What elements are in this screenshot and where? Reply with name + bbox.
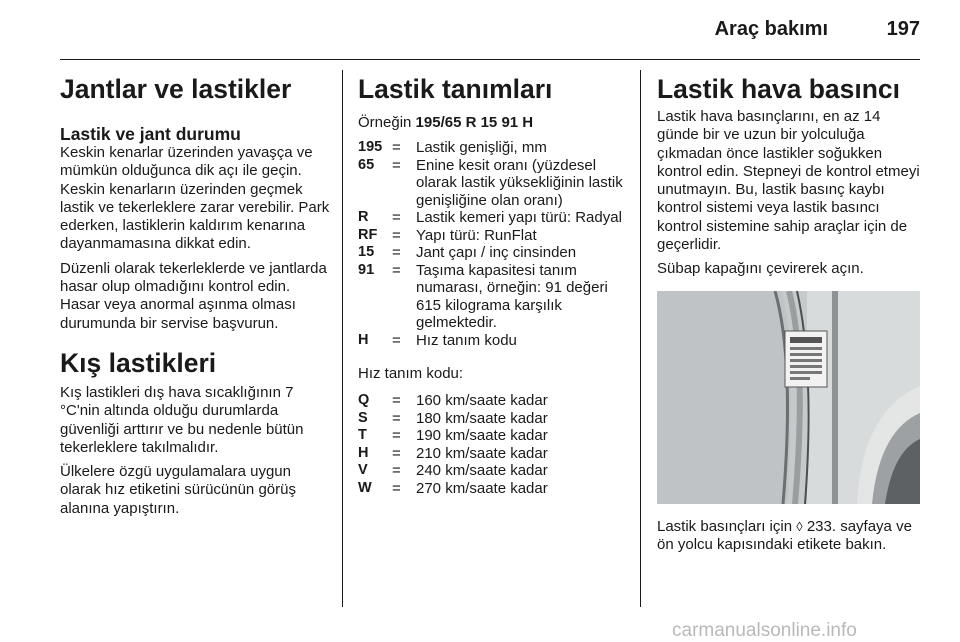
heading-winter-tires: Kış lastikleri xyxy=(60,347,217,378)
definition-eq: = xyxy=(392,261,401,279)
definition-eq: = xyxy=(392,479,401,497)
definition-eq: = xyxy=(392,427,401,445)
definition-row xyxy=(358,262,628,332)
column-divider xyxy=(640,70,641,607)
column-middle xyxy=(358,72,628,497)
definition-row xyxy=(358,227,628,245)
page-number: 197 xyxy=(886,18,920,40)
definition-row xyxy=(358,462,628,480)
definition-row xyxy=(358,157,628,210)
photo-caption xyxy=(657,518,922,555)
watermark: carmanualsonline.info xyxy=(672,620,857,641)
definition-row xyxy=(358,244,628,262)
definition-desc: 210 km/saate kadar xyxy=(416,444,548,462)
definition-code: T xyxy=(358,427,367,444)
definition-desc: Yapı türü: RunFlat xyxy=(416,226,537,244)
definition-code: 65 xyxy=(358,156,375,173)
definition-eq: = xyxy=(392,226,401,244)
definition-eq: = xyxy=(392,444,401,462)
definition-desc: 240 km/saate kadar xyxy=(416,462,548,480)
paragraph: Keskin kenarlar üzerinden yavaşça ve mümkün olduğunca dik açı ile geçin. Keskin kenarların üzerinden geçmek lastik ve tekerleklere zarar verebilir. Park ederken, lastiklerin kaldırım kenarına dayanmamasına dikkat edin. xyxy=(60,144,330,253)
heading-tire-designations: Lastik tanımları xyxy=(358,74,553,104)
definition-code: R xyxy=(358,209,369,225)
definition-row xyxy=(358,392,628,410)
definition-desc: Jant çapı / inç cinsinden xyxy=(416,244,577,261)
definition-row xyxy=(358,209,628,227)
subheading-condition: Lastik ve jant durumu xyxy=(60,124,241,144)
page-header xyxy=(60,0,920,60)
definition-eq: = xyxy=(392,156,401,174)
paragraph: Ülkelere özgü uygulamalara uygun olarak hız etiketini sürücünün görüş alanına yapıştırın. xyxy=(60,463,296,517)
paragraph: Sübap kapağını çevirerek açın. xyxy=(657,260,864,278)
caption-text: 233. sayfaya ve ön yolcu kapısındaki etikete bakın. xyxy=(657,517,912,553)
definition-eq: = xyxy=(392,331,401,349)
definition-desc: Lastik kemeri yapı türü: Radyal xyxy=(416,209,622,226)
caption-text: Lastik basınçları için xyxy=(657,517,797,535)
paragraph: Lastik hava basınçlarını, en az 14 günde bir ve uzun bir yolculuğa çıkmadan önce lastikler soğukken kontrol edin. Stepneyi de kontrol etmeyi unutmayın. Bu, lastik basınç kaybı kontrol sistemi veya lastik basıncı kontrol sistemine sahip araçlar için de geçerlidir. xyxy=(657,108,920,254)
definition-code: RF xyxy=(358,226,378,243)
definition-eq: = xyxy=(392,209,401,226)
definition-eq: = xyxy=(392,244,401,261)
definition-code: 91 xyxy=(358,261,375,278)
definition-row xyxy=(358,139,628,157)
definition-desc: 190 km/saate kadar xyxy=(416,427,548,445)
heading-tire-pressure: Lastik hava basıncı xyxy=(657,74,901,104)
column-right xyxy=(657,72,922,554)
definition-code: H xyxy=(358,444,369,461)
definition-code: Q xyxy=(358,392,370,409)
definition-row xyxy=(358,427,628,445)
definition-desc: 270 km/saate kadar xyxy=(416,479,548,497)
definition-eq: = xyxy=(392,392,401,410)
speed-code-label: Hız tanım kodu: xyxy=(358,365,464,382)
definition-desc: 160 km/saate kadar xyxy=(416,392,548,410)
definition-eq: = xyxy=(392,462,401,480)
example-line xyxy=(358,114,628,132)
fuel-door-tire-label-photo xyxy=(657,291,920,504)
definition-code: 195 xyxy=(358,139,383,155)
definition-code: V xyxy=(358,462,368,479)
heading-rims-tires: Jantlar ve lastikler xyxy=(60,74,292,104)
example-code: 195/65 R 15 91 H xyxy=(415,114,534,131)
example-prefix: Örneğin xyxy=(358,114,416,131)
column-divider xyxy=(342,70,343,607)
definition-row xyxy=(358,445,628,463)
definition-row xyxy=(358,410,628,428)
definition-code: 15 xyxy=(358,244,375,260)
definition-code: S xyxy=(358,409,368,426)
definition-desc: 180 km/saate kadar xyxy=(416,409,548,427)
definition-eq: = xyxy=(392,139,401,156)
speed-code-list xyxy=(358,392,628,497)
definition-row xyxy=(358,332,628,350)
paragraph: Düzenli olarak tekerleklerde ve jantlarda hasar olup olmadığını kontrol edin. Hasar veya anormal aşınma olması durumunda bir servise başvurun. xyxy=(60,259,327,332)
definition-list xyxy=(358,139,628,349)
definition-desc: Taşıma kapasitesi tanım numarası, örneğin: 91 değeri 615 kilograma karşılık gelmektedir. xyxy=(416,261,608,331)
photo-illustration xyxy=(657,291,920,504)
column-left xyxy=(60,72,332,518)
definition-desc: Lastik genişliği, mm xyxy=(416,139,547,156)
reference-arrow-icon: ◊ xyxy=(796,518,803,534)
section-title: Araç bakımı xyxy=(714,18,828,40)
definition-desc: Enine kesit oranı (yüzdesel olarak lastik yüksekliğinin lastik genişliğine olan oranı) xyxy=(416,156,623,209)
definition-desc: Hız tanım kodu xyxy=(416,331,517,349)
definition-code: W xyxy=(358,479,372,496)
paragraph: Kış lastikleri dış hava sıcaklığının 7 °C'nin altında olduğu durumlarda güvenliği arttırır ve bu nedenle bütün tekerleklere takılmalıdır. xyxy=(60,383,304,456)
definition-eq: = xyxy=(392,409,401,427)
definition-code: H xyxy=(358,331,369,348)
definition-row xyxy=(358,480,628,498)
